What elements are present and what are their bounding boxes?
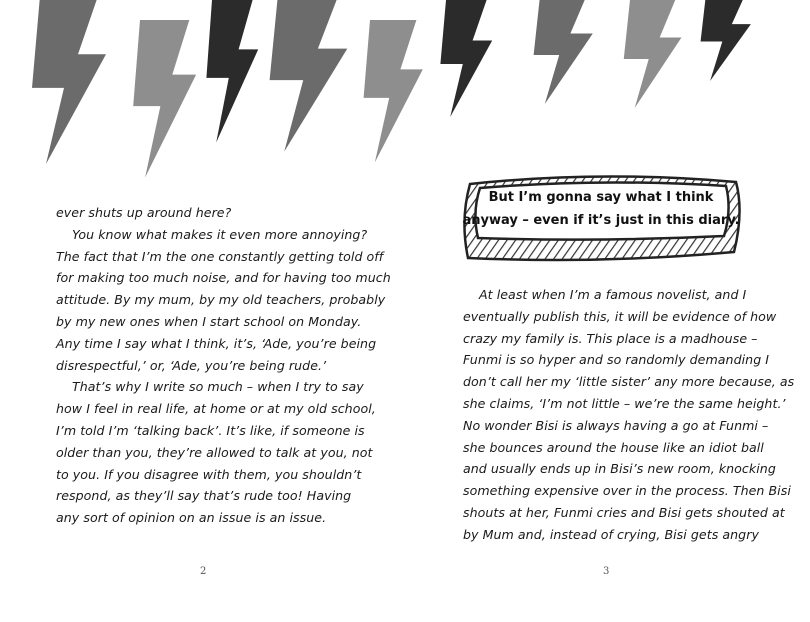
text-line: That’s why I write so much – when I try to say <box>72 379 364 395</box>
text-line: Any time I say what I think, it’s, ‘Ade, you’re being <box>56 335 377 351</box>
callout-line-2: anyway – even if it’s just in this diary. <box>462 213 740 228</box>
text-line: don’t call her my ‘little sister’ any more because, as <box>463 374 795 390</box>
text-line: crazy my family is. This place is a madhouse – <box>463 330 758 346</box>
text-line: for making too much noise, and for having too much <box>56 270 391 286</box>
left-page-text <box>56 202 391 529</box>
text-line: how I feel in real life, at home or at my old school, <box>56 401 376 417</box>
callout-line-1: But I’m gonna say what I think <box>488 190 714 205</box>
text-line: something expensive over in the process. Then Bisi <box>463 483 791 499</box>
text-line: ever shuts up around here? <box>56 205 232 220</box>
callout-box <box>460 172 742 264</box>
text-line: attitude. By my mum, by my old teachers, probably <box>56 292 386 308</box>
text-line: to you. If you disagree with them, you shouldn’t <box>56 466 362 482</box>
text-line: and usually ends up in Bisi’s new room, knocking <box>463 461 776 477</box>
text-line: shouts at her, Funmi cries and Bisi gets shouted at <box>463 504 785 520</box>
text-line: No wonder Bisi is always having a go at Funmi – <box>463 417 769 433</box>
text-line: You know what makes it even more annoying? <box>72 226 368 242</box>
text-line: by my new ones when I start school on Monday. <box>56 313 362 329</box>
text-line: she bounces around the house like an idiot ball <box>463 439 764 455</box>
right-page <box>405 0 810 622</box>
text-line: by Mum and, instead of crying, Bisi gets angry <box>463 526 759 542</box>
text-line: eventually publish this, it will be evidence of how <box>463 308 777 324</box>
text-line: she claims, ‘I’m not little – we’re the same height.’ <box>463 395 786 411</box>
text-line: Funmi is so hyper and so randomly demanding I <box>463 352 770 368</box>
page-number-left: 2 <box>200 566 207 577</box>
text-line: respond, as they’ll say that’s rude too! Having <box>56 488 352 504</box>
text-line: I’m told I’m ‘talking back’. It’s like, if someone is <box>56 422 365 438</box>
text-line: disrespectful,’ or, ‘Ade, you’re being rude.’ <box>56 357 327 373</box>
text-line: The fact that I’m the one constantly getting told off <box>56 248 384 264</box>
page-number-right: 3 <box>603 566 610 577</box>
right-page-text <box>463 284 795 546</box>
text-line: At least when I’m a famous novelist, and I <box>479 287 747 302</box>
text-line: older than you, they’re allowed to talk at you, not <box>56 444 373 460</box>
text-line: any sort of opinion on an issue is an issue. <box>56 510 327 526</box>
